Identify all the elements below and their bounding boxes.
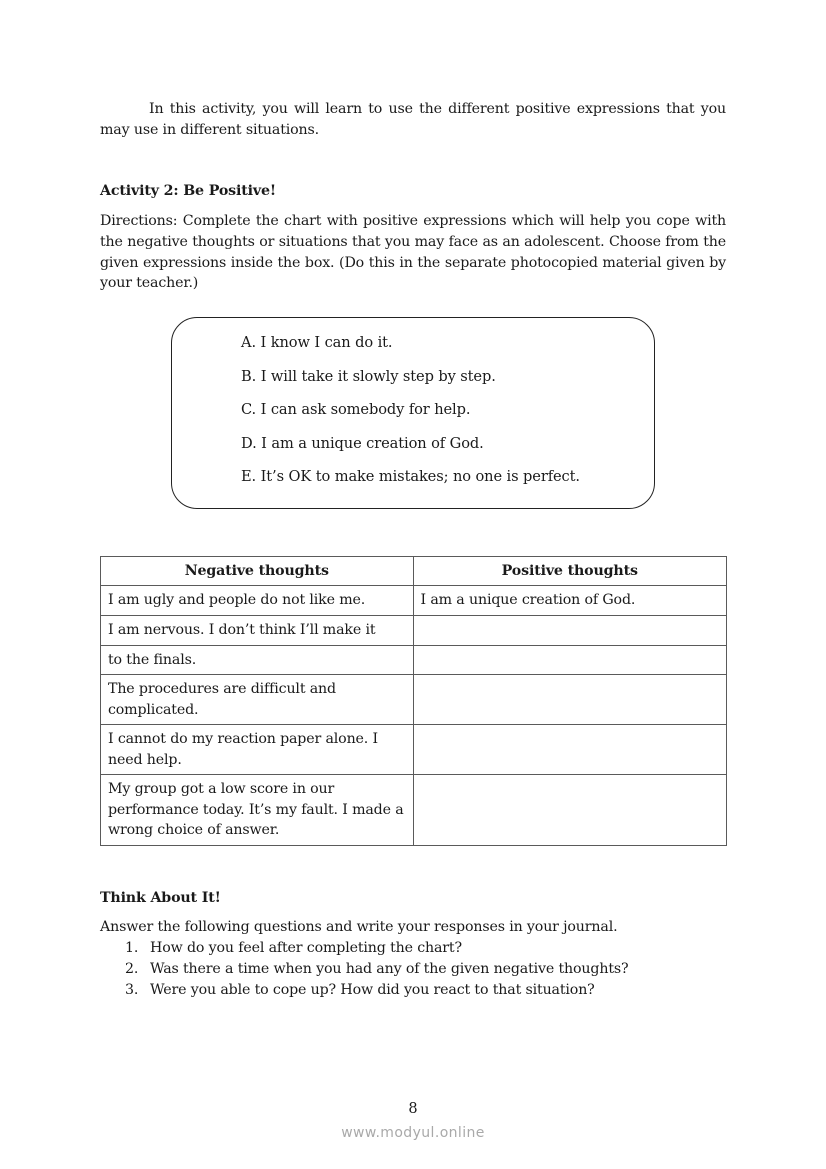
question-item [100,980,628,1001]
header-negative-thoughts: Negative thoughts [101,557,414,586]
expression-item: D. I am a unique creation of God. [241,434,484,452]
expression-item: C. I can ask somebody for help. [241,401,471,418]
negative-thought-cell: My group got a low score in our performance today. It’s my fault. I made a wrong choice of answer. [101,775,414,846]
positive-thought-cell [413,775,726,846]
positive-thought-cell [413,725,726,775]
table-row [101,616,727,646]
negative-thought-cell: to the finals. [101,646,414,675]
expression-item: E. It’s OK to make mistakes; no one is perfect. [241,468,580,485]
table-row [101,675,727,725]
expressions-list [241,332,580,500]
activity-title: Activity 2: Be Positive! [100,183,276,199]
question-text: Were you able to cope up? How did you react to that situation? [150,981,595,998]
table-row [101,725,727,775]
question-text: Was there a time when you had any of the given negative thoughts? [150,960,629,977]
thoughts-chart-table [100,556,727,846]
positive-thought-cell: I am a unique creation of God. [413,586,726,616]
positive-thought-cell [413,675,726,725]
think-about-it-title: Think About It! [100,890,221,906]
table-row [101,586,727,616]
intro-text: In this activity, you will learn to use the different positive expressions that you may use in different situations. [100,101,726,138]
question-item [100,959,628,980]
positive-thought-cell [413,646,726,675]
negative-thought-cell: I cannot do my reaction paper alone. I need help. [101,725,414,775]
positive-thought-cell [413,616,726,646]
table-row [101,646,727,675]
page-number: 8 [408,1101,418,1117]
table-header-row [101,557,727,586]
question-number: 1. [125,940,139,956]
table-row [101,775,727,846]
header-positive-thoughts: Positive thoughts [413,557,726,586]
negative-thought-cell: I am ugly and people do not like me. [101,586,414,616]
question-item [100,938,628,959]
negative-thought-cell: I am nervous. I don’t think I’ll make it [101,616,414,646]
negative-thought-cell: The procedures are difficult and complicated. [101,675,414,725]
watermark: www.modyul.online [341,1125,485,1141]
question-number: 2. [125,960,139,977]
questions-list [100,938,628,1000]
think-about-it-intro: Answer the following questions and write your responses in your journal. [100,919,618,935]
expression-item: A. I know I can do it. [241,334,393,351]
question-number: 3. [125,981,139,998]
expression-item: B. I will take it slowly step by step. [241,367,496,385]
directions-paragraph: Directions: Complete the chart with positive expressions which will help you cope with the negative thoughts or situations that you may face as an adolescent. Choose from the given expressions inside the box. (Do this in the separate photocopied material given by your teacher.) [100,213,726,292]
intro-paragraph [100,99,726,141]
question-text: How do you feel after completing the chart? [150,940,462,956]
